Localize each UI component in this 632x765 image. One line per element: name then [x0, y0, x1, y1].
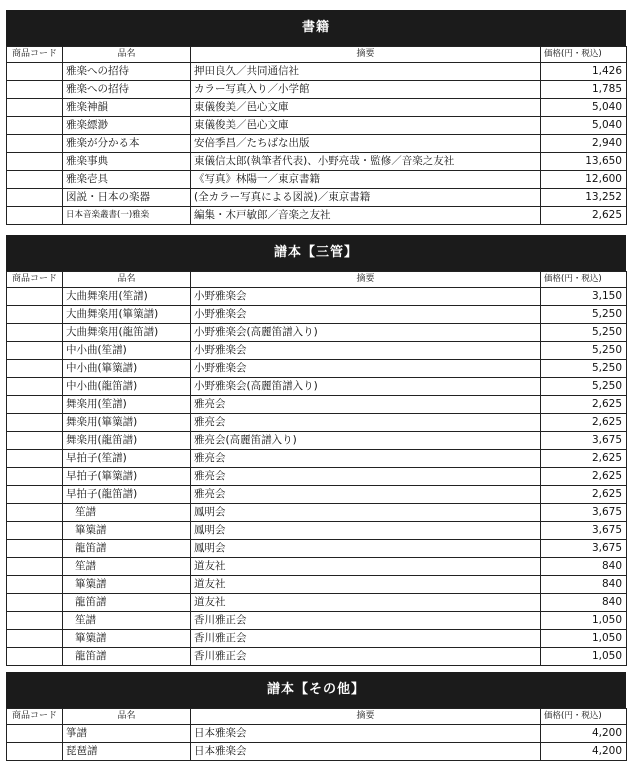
cell-price: 5,040: [541, 117, 627, 135]
header-summary: 摘要: [191, 709, 541, 725]
cell-name: 篳篥譜: [63, 522, 191, 540]
table-row: [7, 153, 627, 171]
cell-name: 笙譜: [63, 612, 191, 630]
cell-code: [7, 342, 63, 360]
cell-name: 早拍子(龍笛譜): [63, 486, 191, 504]
cell-code: [7, 324, 63, 342]
cell-summary: 香川雅正会: [191, 612, 541, 630]
cell-price: 1,050: [541, 630, 627, 648]
header-summary: 摘要: [191, 47, 541, 63]
cell-code: [7, 432, 63, 450]
cell-name: 早拍子(篳篥譜): [63, 468, 191, 486]
cell-code: [7, 135, 63, 153]
scores-sankan-table: [6, 271, 627, 666]
cell-code: [7, 486, 63, 504]
cell-price: 2,625: [541, 207, 627, 225]
cell-code: [7, 306, 63, 324]
table-row: [7, 630, 627, 648]
cell-price: 1,426: [541, 63, 627, 81]
cell-summary: 鳳明会: [191, 522, 541, 540]
section-title: 書籍: [6, 10, 626, 46]
table-body: [7, 288, 627, 666]
cell-code: [7, 63, 63, 81]
cell-name: 舞楽用(笙譜): [63, 396, 191, 414]
table-row: [7, 648, 627, 666]
cell-name: 龍笛譜: [63, 648, 191, 666]
cell-summary: 東儀俊美／邑心文庫: [191, 99, 541, 117]
table-row: [7, 117, 627, 135]
cell-summary: 雅亮会: [191, 450, 541, 468]
cell-price: 2,625: [541, 486, 627, 504]
cell-price: 840: [541, 576, 627, 594]
table-row: [7, 432, 627, 450]
cell-code: [7, 648, 63, 666]
cell-summary: 道友社: [191, 558, 541, 576]
cell-name: 雅楽事典: [63, 153, 191, 171]
cell-name: 中小曲(笙譜): [63, 342, 191, 360]
cell-code: [7, 468, 63, 486]
table-row: [7, 743, 627, 761]
cell-code: [7, 81, 63, 99]
cell-code: [7, 522, 63, 540]
cell-price: 4,200: [541, 743, 627, 761]
table-row: [7, 576, 627, 594]
header-price: 価格(円・税込): [541, 47, 627, 63]
cell-summary: 鳳明会: [191, 504, 541, 522]
cell-summary: 編集・木戸敏郎／音楽之友社: [191, 207, 541, 225]
cell-name: 中小曲(篳篥譜): [63, 360, 191, 378]
cell-code: [7, 504, 63, 522]
cell-name: 箏譜: [63, 725, 191, 743]
table-row: [7, 504, 627, 522]
cell-name: 篳篥譜: [63, 630, 191, 648]
cell-summary: 雅亮会: [191, 468, 541, 486]
table-row: [7, 396, 627, 414]
cell-summary: 東儀俊美／邑心文庫: [191, 117, 541, 135]
cell-code: [7, 540, 63, 558]
table-row: [7, 725, 627, 743]
cell-summary: 雅亮会(高麗笛譜入り): [191, 432, 541, 450]
cell-price: 4,200: [541, 725, 627, 743]
table-row: [7, 189, 627, 207]
books-table: [6, 46, 627, 225]
table-row: [7, 612, 627, 630]
header-name: 品名: [63, 272, 191, 288]
section-scores-sankan: [6, 235, 626, 666]
cell-summary: 道友社: [191, 576, 541, 594]
cell-name: 大曲舞楽用(篳篥譜): [63, 306, 191, 324]
table-row: [7, 171, 627, 189]
cell-name: 龍笛譜: [63, 540, 191, 558]
cell-summary: 雅亮会: [191, 486, 541, 504]
cell-price: 840: [541, 594, 627, 612]
cell-code: [7, 189, 63, 207]
cell-price: 13,252: [541, 189, 627, 207]
cell-price: 12,600: [541, 171, 627, 189]
table-row: [7, 414, 627, 432]
cell-price: 5,250: [541, 378, 627, 396]
table-header-row: [7, 272, 627, 288]
cell-code: [7, 288, 63, 306]
table-row: [7, 594, 627, 612]
table-row: [7, 450, 627, 468]
cell-summary: カラー写真入り／小学館: [191, 81, 541, 99]
table-body: [7, 63, 627, 225]
cell-price: 2,625: [541, 396, 627, 414]
cell-name: 早拍子(笙譜): [63, 450, 191, 468]
cell-name: 図説・日本の楽器: [63, 189, 191, 207]
cell-code: [7, 396, 63, 414]
cell-price: 2,625: [541, 414, 627, 432]
cell-price: 1,050: [541, 648, 627, 666]
section-books: [6, 10, 626, 225]
cell-code: [7, 99, 63, 117]
cell-summary: 押田良久／共同通信社: [191, 63, 541, 81]
cell-code: [7, 576, 63, 594]
cell-code: [7, 594, 63, 612]
cell-price: 2,940: [541, 135, 627, 153]
table-row: [7, 522, 627, 540]
table-row: [7, 306, 627, 324]
cell-price: 5,040: [541, 99, 627, 117]
header-price: 価格(円・税込): [541, 272, 627, 288]
cell-code: [7, 450, 63, 468]
cell-name: 雅楽壱具: [63, 171, 191, 189]
cell-price: 5,250: [541, 324, 627, 342]
cell-name: 篳篥譜: [63, 576, 191, 594]
header-code: 商品コード: [7, 272, 63, 288]
cell-name: 大曲舞楽用(龍笛譜): [63, 324, 191, 342]
cell-summary: 小野雅楽会(高麗笛譜入り): [191, 324, 541, 342]
table-row: [7, 342, 627, 360]
cell-price: 3,150: [541, 288, 627, 306]
header-code: 商品コード: [7, 709, 63, 725]
section-scores-other: [6, 672, 626, 761]
cell-price: 840: [541, 558, 627, 576]
table-row: [7, 378, 627, 396]
cell-price: 3,675: [541, 540, 627, 558]
cell-summary: 日本雅楽会: [191, 725, 541, 743]
cell-summary: 小野雅楽会: [191, 288, 541, 306]
cell-code: [7, 558, 63, 576]
cell-name: 大曲舞楽用(笙譜): [63, 288, 191, 306]
cell-summary: 香川雅正会: [191, 630, 541, 648]
cell-code: [7, 414, 63, 432]
cell-name: 雅楽が分かる本: [63, 135, 191, 153]
header-name: 品名: [63, 709, 191, 725]
table-row: [7, 288, 627, 306]
header-code: 商品コード: [7, 47, 63, 63]
cell-summary: (全カラー写真による図説)／東京書籍: [191, 189, 541, 207]
cell-price: 2,625: [541, 450, 627, 468]
cell-price: 3,675: [541, 522, 627, 540]
cell-summary: 道友社: [191, 594, 541, 612]
cell-name: 琵琶譜: [63, 743, 191, 761]
cell-name: 中小曲(龍笛譜): [63, 378, 191, 396]
cell-summary: 小野雅楽会: [191, 360, 541, 378]
cell-summary: 小野雅楽会(高麗笛譜入り): [191, 378, 541, 396]
cell-summary: 雅亮会: [191, 396, 541, 414]
cell-code: [7, 612, 63, 630]
table-row: [7, 135, 627, 153]
table-row: [7, 99, 627, 117]
cell-summary: 日本雅楽会: [191, 743, 541, 761]
table-row: [7, 81, 627, 99]
cell-name: 舞楽用(篳篥譜): [63, 414, 191, 432]
section-title: 譜本【三管】: [6, 235, 626, 271]
cell-price: 3,675: [541, 432, 627, 450]
table-row: [7, 558, 627, 576]
table-header-row: [7, 709, 627, 725]
header-price: 価格(円・税込): [541, 709, 627, 725]
cell-name: 雅楽神韻: [63, 99, 191, 117]
cell-code: [7, 630, 63, 648]
cell-price: 13,650: [541, 153, 627, 171]
table-row: [7, 468, 627, 486]
scores-other-table: [6, 708, 627, 761]
cell-name: 雅楽への招待: [63, 63, 191, 81]
cell-price: 1,785: [541, 81, 627, 99]
cell-code: [7, 743, 63, 761]
table-header-row: [7, 47, 627, 63]
cell-price: 2,625: [541, 468, 627, 486]
table-row: [7, 360, 627, 378]
cell-code: [7, 153, 63, 171]
cell-summary: 小野雅楽会: [191, 306, 541, 324]
cell-name: 舞楽用(龍笛譜): [63, 432, 191, 450]
cell-price: 5,250: [541, 306, 627, 324]
cell-code: [7, 725, 63, 743]
cell-summary: 安倍季昌／たちばな出版: [191, 135, 541, 153]
cell-name: 雅楽への招待: [63, 81, 191, 99]
table-row: [7, 63, 627, 81]
cell-code: [7, 117, 63, 135]
header-name: 品名: [63, 47, 191, 63]
cell-summary: 雅亮会: [191, 414, 541, 432]
cell-price: 5,250: [541, 360, 627, 378]
cell-code: [7, 360, 63, 378]
cell-summary: 東儀信太郎(執筆者代表)、小野亮哉・監修／音楽之友社: [191, 153, 541, 171]
cell-name: 笙譜: [63, 558, 191, 576]
cell-summary: 《写真》林陽一／東京書籍: [191, 171, 541, 189]
table-row: [7, 207, 627, 225]
table-row: [7, 540, 627, 558]
cell-code: [7, 378, 63, 396]
cell-price: 3,675: [541, 504, 627, 522]
section-title: 譜本【その他】: [6, 672, 626, 708]
cell-price: 5,250: [541, 342, 627, 360]
cell-code: [7, 207, 63, 225]
cell-summary: 香川雅正会: [191, 648, 541, 666]
cell-name: 笙譜: [63, 504, 191, 522]
table-body: [7, 725, 627, 761]
cell-name: 雅楽縹渺: [63, 117, 191, 135]
cell-price: 1,050: [541, 612, 627, 630]
cell-summary: 小野雅楽会: [191, 342, 541, 360]
cell-code: [7, 171, 63, 189]
header-summary: 摘要: [191, 272, 541, 288]
table-row: [7, 324, 627, 342]
cell-name: 龍笛譜: [63, 594, 191, 612]
table-row: [7, 486, 627, 504]
cell-summary: 鳳明会: [191, 540, 541, 558]
cell-name: 日本音楽叢書(一)雅楽: [63, 207, 191, 225]
